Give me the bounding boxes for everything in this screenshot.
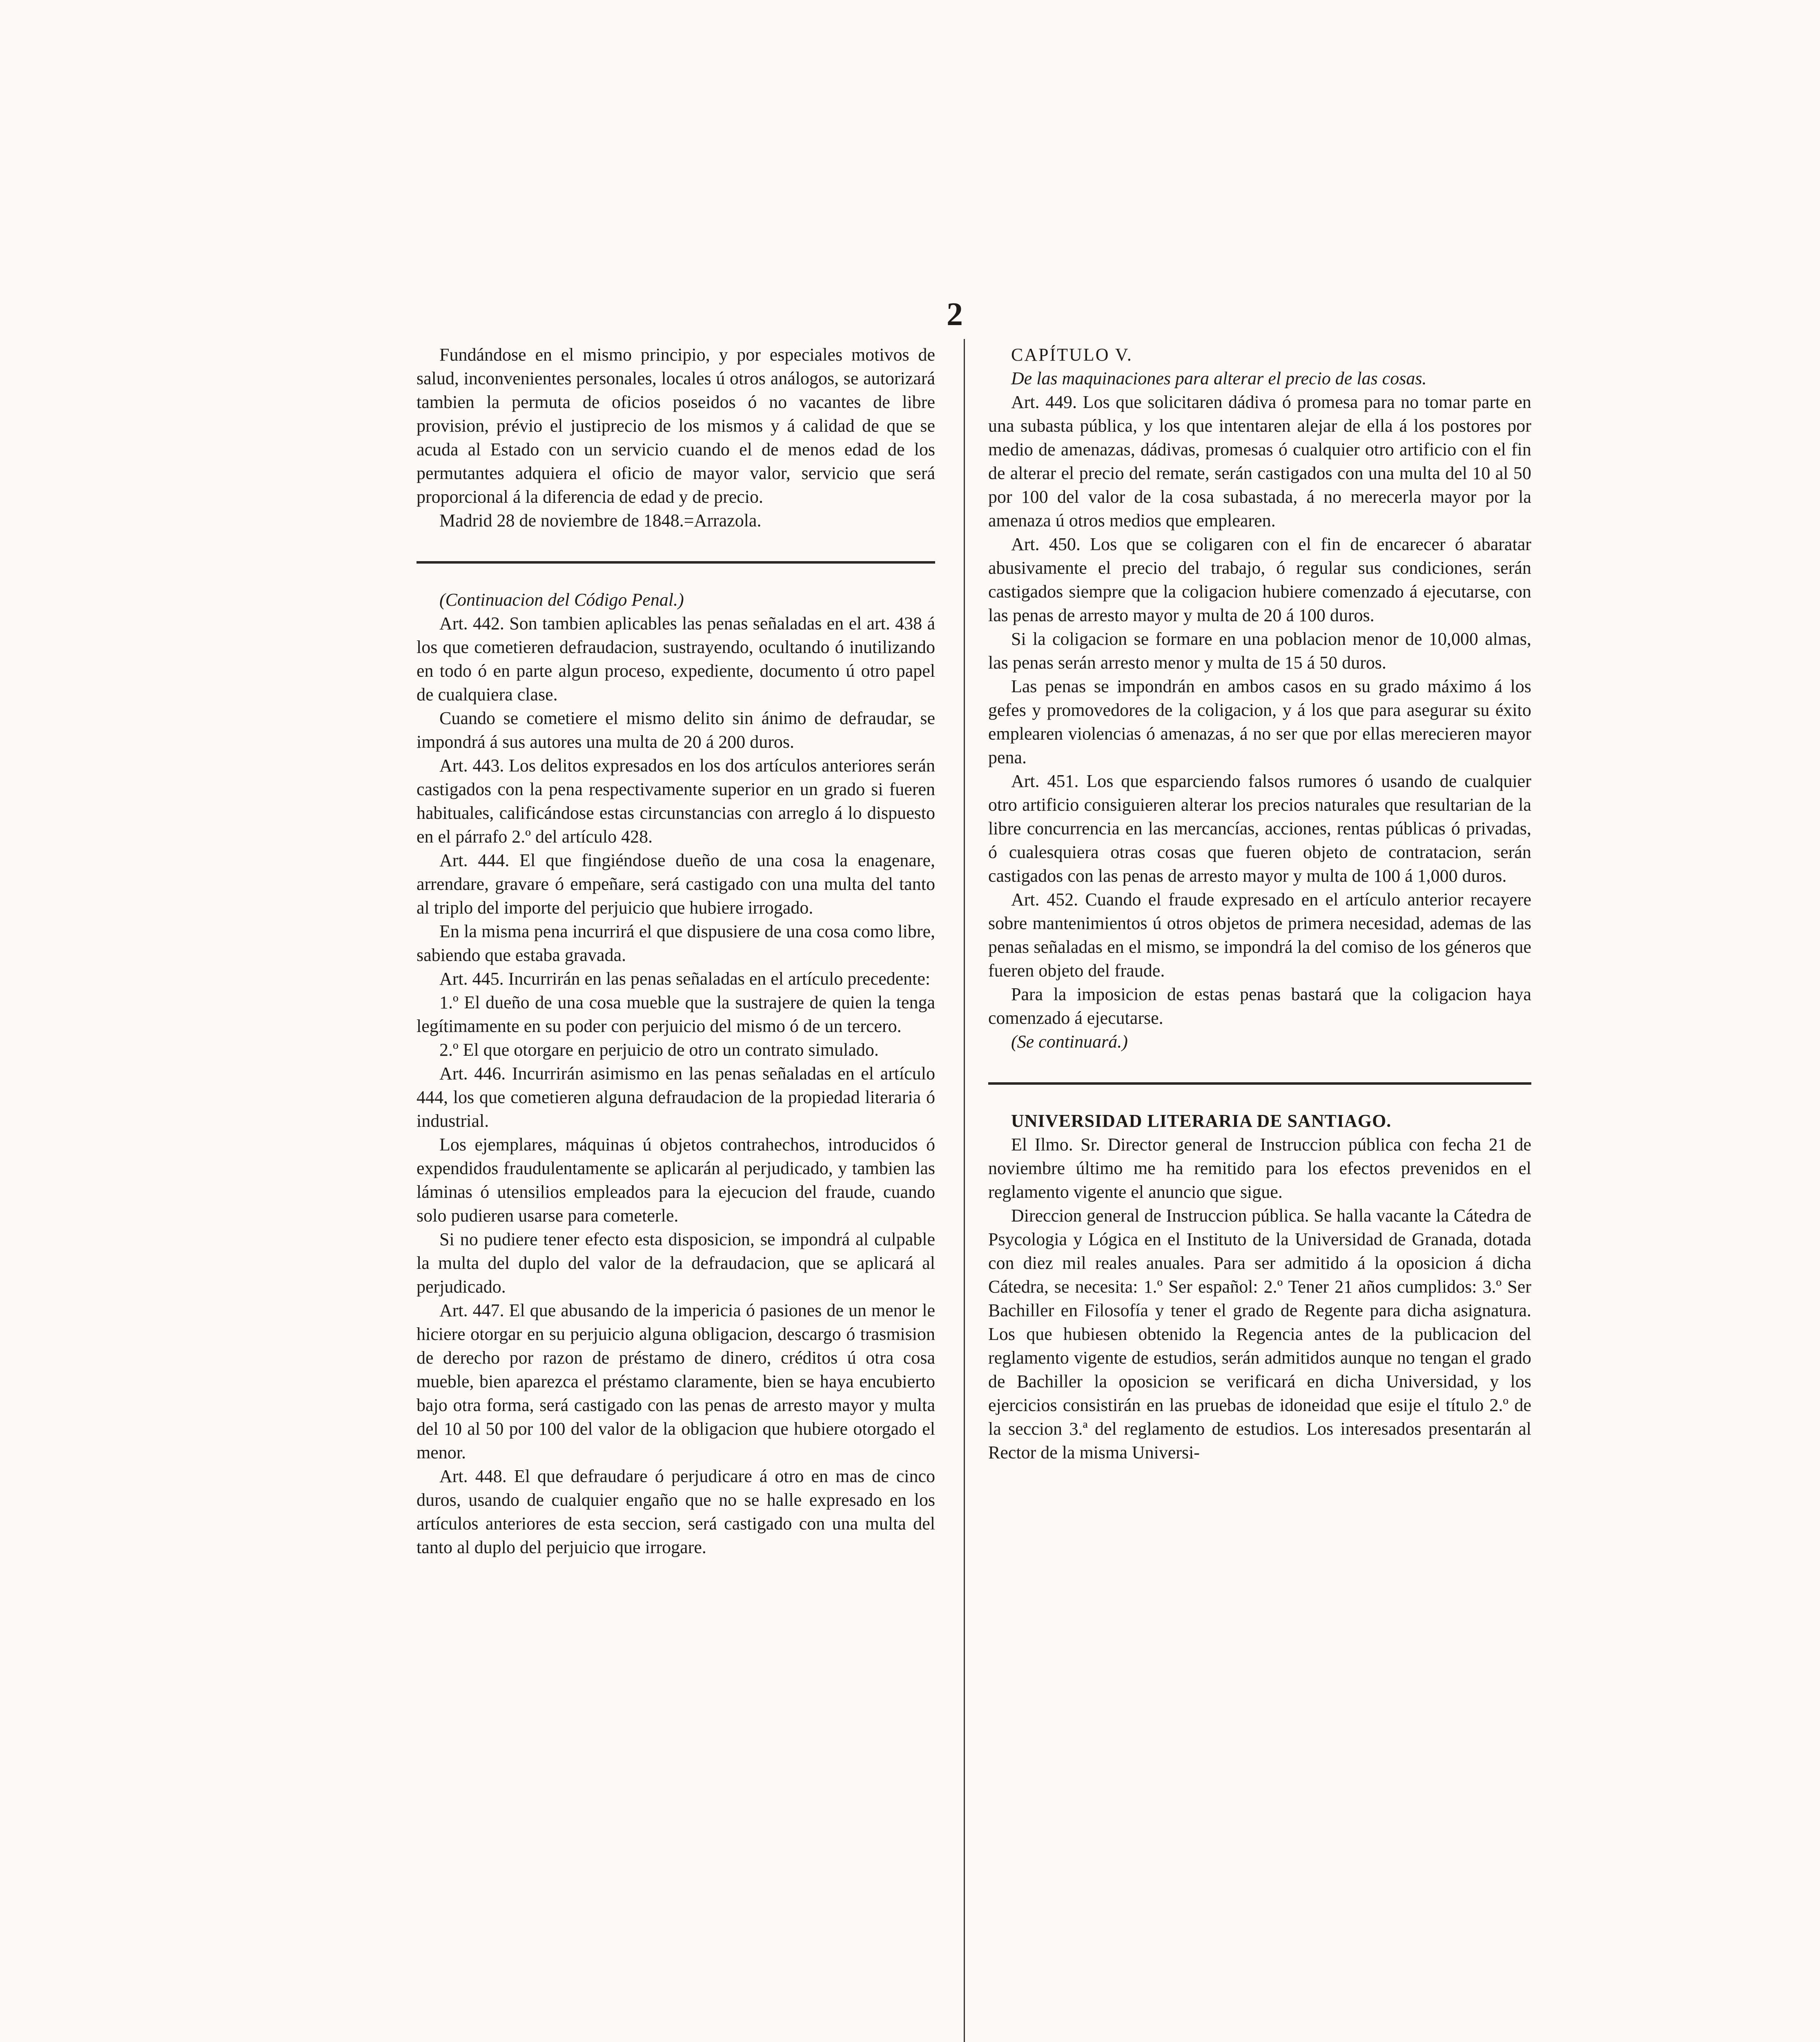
right-column [988, 343, 1531, 1465]
continuation-note: (Se continuará.) [1011, 1032, 1128, 1052]
article-paragraph: Art. 442. Son tambien aplicables las penas señaladas en el art. 438 á los que cometieren defraudacion, sustrayendo, ocultando ó inutilizando en todo ó en parte algun proceso, expediente, documento ú otro papel de cualquiera clase. [417, 613, 935, 704]
article-paragraph: Art. 451. Los que esparciendo falsos rumores ó usando de cualquier otro artificio consiguieren alterar los precios naturales que resultarian de la libre concurrencia en las mercancías, acciones, rentas públicas ó privadas, ó cualesquiera otras cosas que fueren objeto de contratacion, serán castigados con las penas de arresto mayor y multa de 100 á 1,000 duros. [988, 771, 1531, 886]
notice-paragraph: Direccion general de Instruccion pública. Se halla vacante la Cátedra de Psycologia y Lógica en el Instituto de la Universidad de Granada, dotada con diez mil reales anuales. Para ser admitido á la oposicion á dicha Cátedra, se necesita: 1.º Ser español: 2.º Tener 21 años cumplidos: 3.º Ser Bachiller en Filosofía y tener el grado de Regente para dicha asignatura. Los que hubiesen obtenido la Regencia antes de la publicacion del reglamento vigente de estudios, serán admitidos aunque no tengan el grado de Bachiller la oposicion se verificará en dicha Universidad, y los ejercicios consistirán en las pruebas de idoneidad que esije el título 2.º de la seccion 3.ª del reglamento de estudios. Los interesados presentarán al Rector de la misma Universi- [988, 1206, 1531, 1462]
section-heading: (Continuacion del Código Penal.) [439, 590, 684, 610]
article-paragraph: Art. 446. Incurrirán asimismo en las penas señaladas en el artículo 444, los que cometieren alguna defraudacion de la propiedad literaria ó industrial. [417, 1063, 935, 1131]
section-rule [417, 561, 935, 564]
article-paragraph: Para la imposicion de estas penas bastará que la coligacion haya comenzado á ejecutarse. [988, 984, 1531, 1028]
article-paragraph: Art. 445. Incurrirán en las penas señaladas en el artículo precedente: [439, 969, 931, 989]
page-number: 2 [947, 296, 963, 332]
article-paragraph: Art. 443. Los delitos expresados en los dos artículos anteriores serán castigados con la pena respectivamente superior en un grado si fueren habituales, calificándose estas circunstancias con arreglo á lo dispuesto en el párrafo 2.º del artículo 428. [417, 756, 935, 847]
article-paragraph: En la misma pena incurrirá el que dispusiere de una cosa como libre, sabiendo que estaba gravada. [417, 921, 935, 965]
notice-paragraph: El Ilmo. Sr. Director general de Instruccion pública con fecha 21 de noviembre último me ha remitido para los efectos prevenidos en el reglamento vigente el anuncio que sigue. [988, 1135, 1531, 1202]
article-paragraph: Art. 450. Los que se coligaren con el fin de encarecer ó abaratar abusivamente el precio del trabajo, ó regular sus condiciones, serán castigados siempre que la coligacion hubiere comenzado á ejecutarse, con las penas de arresto mayor y multa de 20 á 100 duros. [988, 534, 1531, 625]
article-paragraph: Las penas se impondrán en ambos casos en su grado máximo á los gefes y promovedores de la coligacion, y á los que para asegurar su éxito emplearen violencias ó amenazas, á no ser que por ellas merecieren mayor pena. [988, 676, 1531, 767]
article-paragraph: Art. 447. El que abusando de la impericia ó pasiones de un menor le hiciere otorgar en su perjuicio alguna obligacion, descargo ó trasmision de derecho por razon de préstamo de dinero, créditos ú otra cosa mueble, bien aparezca el préstamo claramente, bien se haya encubierto bajo otra forma, será castigado con las penas de arresto mayor y multa del 10 al 50 por 100 del valor de la obligacion que hubiere otorgado el menor. [417, 1300, 935, 1462]
article-paragraph: Art. 444. El que fingiéndose dueño de una cosa la enagenare, arrendare, gravare ó empeñare, será castigado con una multa del tanto al triplo del importe del perjuicio que hubiere irrogado. [417, 850, 935, 918]
decree-signature: Madrid 28 de noviembre de 1848.=Arrazola. [439, 510, 762, 531]
article-paragraph: 1.º El dueño de una cosa mueble que la sustrajere de quien la tenga legítimamente en su poder con perjuicio del mismo ó de un tercero. [417, 992, 935, 1036]
article-paragraph: Los ejemplares, máquinas ú objetos contrahechos, introducidos ó expendidos fraudulentamente se aplicarán al perjudicado, y tambien las láminas ó utensilios empleados para la ejecucion del fraude, cuando solo pudieren usarse para cometerle. [417, 1135, 935, 1226]
article-paragraph: Cuando se cometiere el mismo delito sin ánimo de defraudar, se impondrá á sus autores una multa de 20 á 200 duros. [417, 708, 935, 752]
left-column [417, 343, 935, 1559]
article-paragraph: Si la coligacion se formare en una poblacion menor de 10,000 almas, las penas serán arresto menor y multa de 15 á 50 duros. [988, 629, 1531, 673]
article-paragraph: 2.º El que otorgare en perjuicio de otro un contrato simulado. [439, 1040, 879, 1060]
university-heading: UNIVERSIDAD LITERARIA DE SANTIAGO. [1011, 1111, 1392, 1131]
article-paragraph: Si no pudiere tener efecto esta disposicion, se impondrá al culpable la multa del duplo del valor de la defraudacion, que se aplicará al perjudicado. [417, 1229, 935, 1297]
section-rule [988, 1082, 1531, 1085]
article-paragraph: Art. 452. Cuando el fraude expresado en el artículo anterior recayere sobre mantenimientos ú otros objetos de primera necesidad, ademas de las penas señaladas en el mismo, se impondrá la del comiso de los géneros que fueren objeto del fraude. [988, 889, 1531, 981]
article-paragraph: Art. 448. El que defraudare ó perjudicare á otro en mas de cinco duros, usando de cualquier engaño que no se halle expresado en los artículos anteriores de esta seccion, será castigado con una multa del tanto al duplo del perjuicio que irrogare. [417, 1466, 935, 1557]
article-paragraph: Art. 449. Los que solicitaren dádiva ó promesa para no tomar parte en una subasta pública, y los que intentaren alejar de ella á los postores por medio de amenazas, dádivas, promesas ó cualquier otro artificio con el fin de alterar el precio del remate, serán castigados con una multa del 10 al 50 por 100 del valor de la cosa subastada, á no merecerla mayor por la amenaza ú otros medios que emplearen. [988, 392, 1531, 531]
column-divider [964, 339, 965, 2042]
intro-paragraph: Fundándose en el mismo principio, y por especiales motivos de salud, inconvenientes personales, locales ú otros análogos, se autorizará tambien la permuta de oficios poseidos ó no vacantes de libre provision, prévio el justiprecio de los mismos y á calidad de que se acuda al Estado con un servicio cuando el de menos edad de los permutantes adquiera el oficio de mayor valor, servicio que será proporcional á la diferencia de edad y de precio. [417, 345, 935, 507]
chapter-title: CAPÍTULO V. [1011, 345, 1133, 365]
chapter-subtitle: De las maquinaciones para alterar el precio de las cosas. [1011, 368, 1427, 388]
